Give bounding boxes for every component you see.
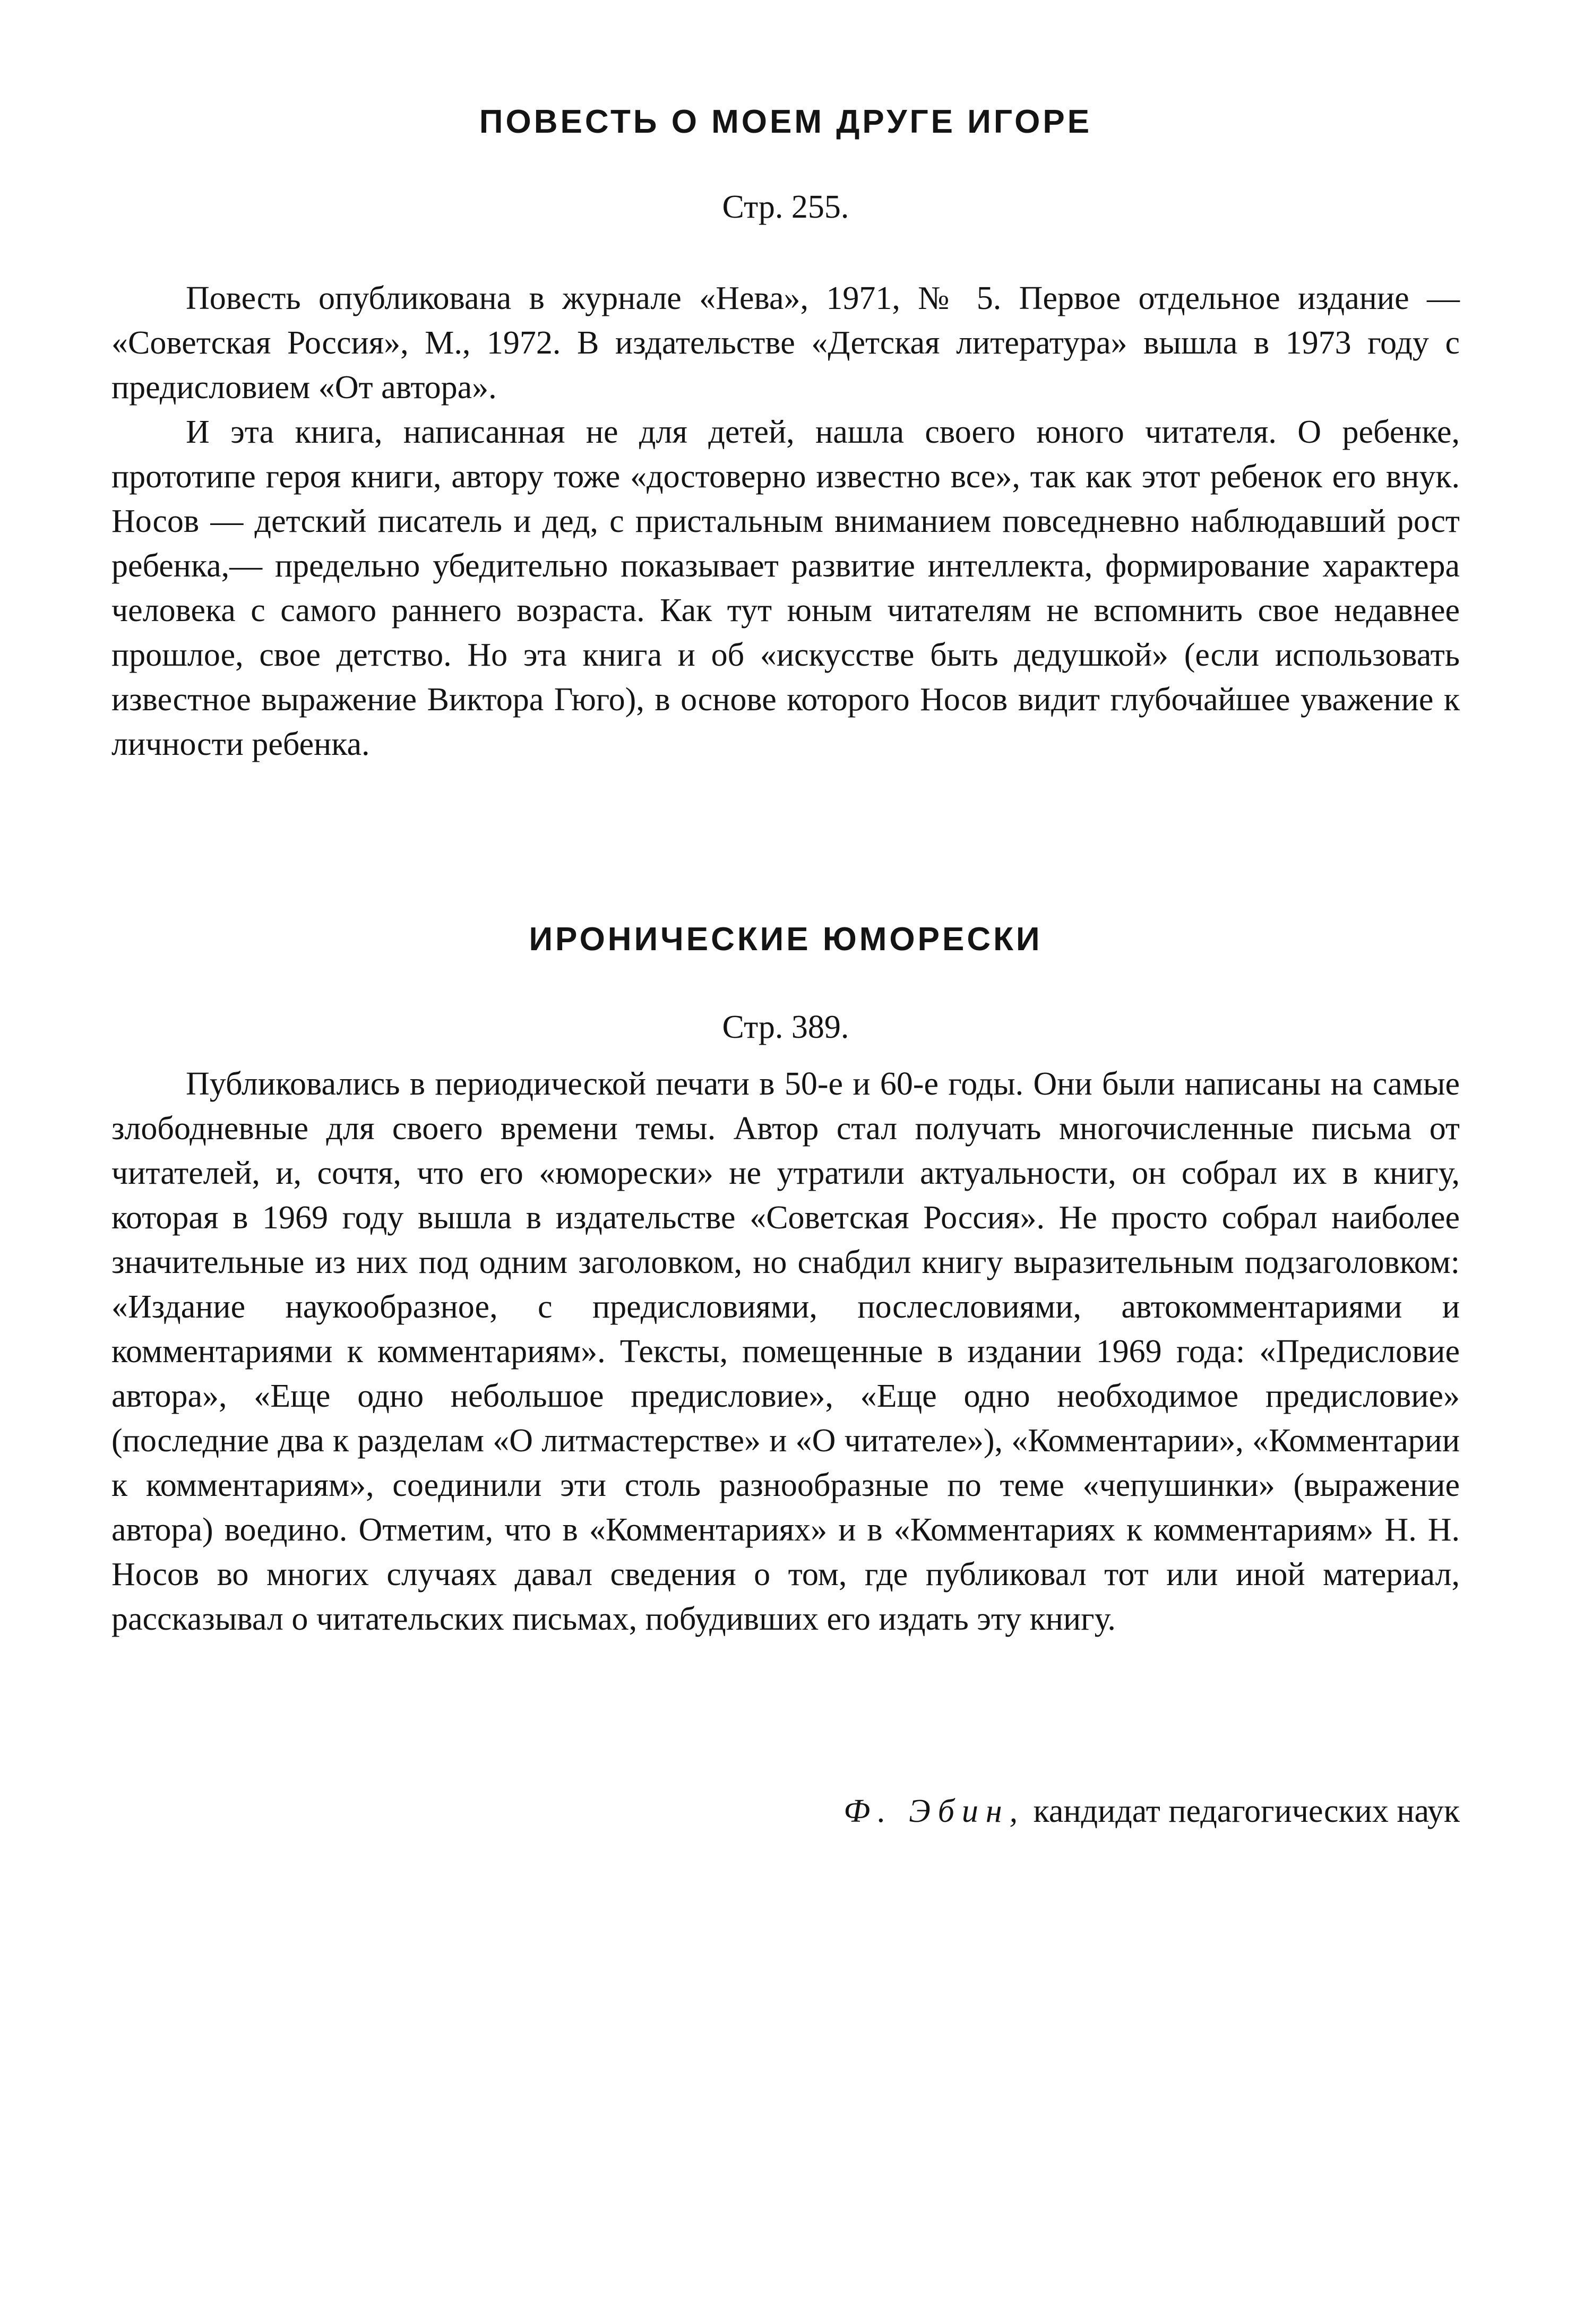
section-title: ИРОНИЧЕСКИЕ ЮМОРЕСКИ <box>529 921 1043 958</box>
page-reference: Стр. 255. <box>722 189 849 225</box>
author-title: кандидат педагогических наук <box>1025 1793 1460 1829</box>
author-name: Ф. Эбин, <box>843 1793 1026 1829</box>
document-page <box>111 0 1460 2324</box>
paragraph: Повесть опубликована в журнале «Нева», 1971, № 5. Первое отдельное издание — «Советская Россия», М., 1972. В издательстве «Детская литература» вышла в 1973 году с предисловием «От автора». <box>111 280 1460 406</box>
section-body <box>111 1062 1460 1641</box>
section-body <box>111 276 1460 767</box>
paragraph: И эта книга, написанная не для детей, нашла своего юного читателя. О ребенке, прототипе героя книги, автору тоже «достоверно известно все», так как этот ребенок его внук. Носов — детский писатель и дед, с пристальным вниманием повседневно наблюдавший рост ребенка,— предельно убедительно показывает развитие интеллекта, формирование характера человека с самого раннего возраста. Как тут юным читателям не вспомнить свое недавнее прошлое, свое детство. Но эта книга и об «искусстве быть дедушкой» (если использовать известное выражение Виктора Гюго), в основе которого Носов видит глубочайшее уважение к личности ребенка. <box>111 414 1460 762</box>
page-reference: Стр. 389. <box>722 1009 849 1045</box>
section-title: ПОВЕСТЬ О МОЕМ ДРУГЕ ИГОРЕ <box>479 104 1092 140</box>
paragraph: Публиковались в периодической печати в 50-е и 60-е годы. Они были написаны на самые злободневные для своего времени темы. Автор стал получать многочисленные письма от читателей, и, сочтя, что его «юморески» не утратили актуальности, он собрал их в книгу, которая в 1969 году вышла в издательстве «Советская Россия». Не просто собрал наиболее значительные из них под одним заголовком, но снабдил книгу выразительным подзаголовком: «Издание наукообразное, с предисловиями, послесловиями, автокомментариями и комментариями к комментариям». Тексты, помещенные в издании 1969 года: «Предисловие автора», «Еще одно небольшое предисловие», «Еще одно необходимое предисловие» (последние два к разделам «О литмастерстве» и «О читателе»), «Комментарии», «Комментарии к комментариям», соединили эти столь разнообразные по теме «чепушинки» (выражение автора) воедино. Отметим, что в «Комментариях» и в «Комментариях к комментариям» Н. Н. Носов во многих случаях давал сведения о том, где публиковал тот или иной материал, рассказывал о читательских письмах, побудивших его издать эту книгу. <box>111 1066 1460 1637</box>
author-signature <box>843 1789 1460 1834</box>
